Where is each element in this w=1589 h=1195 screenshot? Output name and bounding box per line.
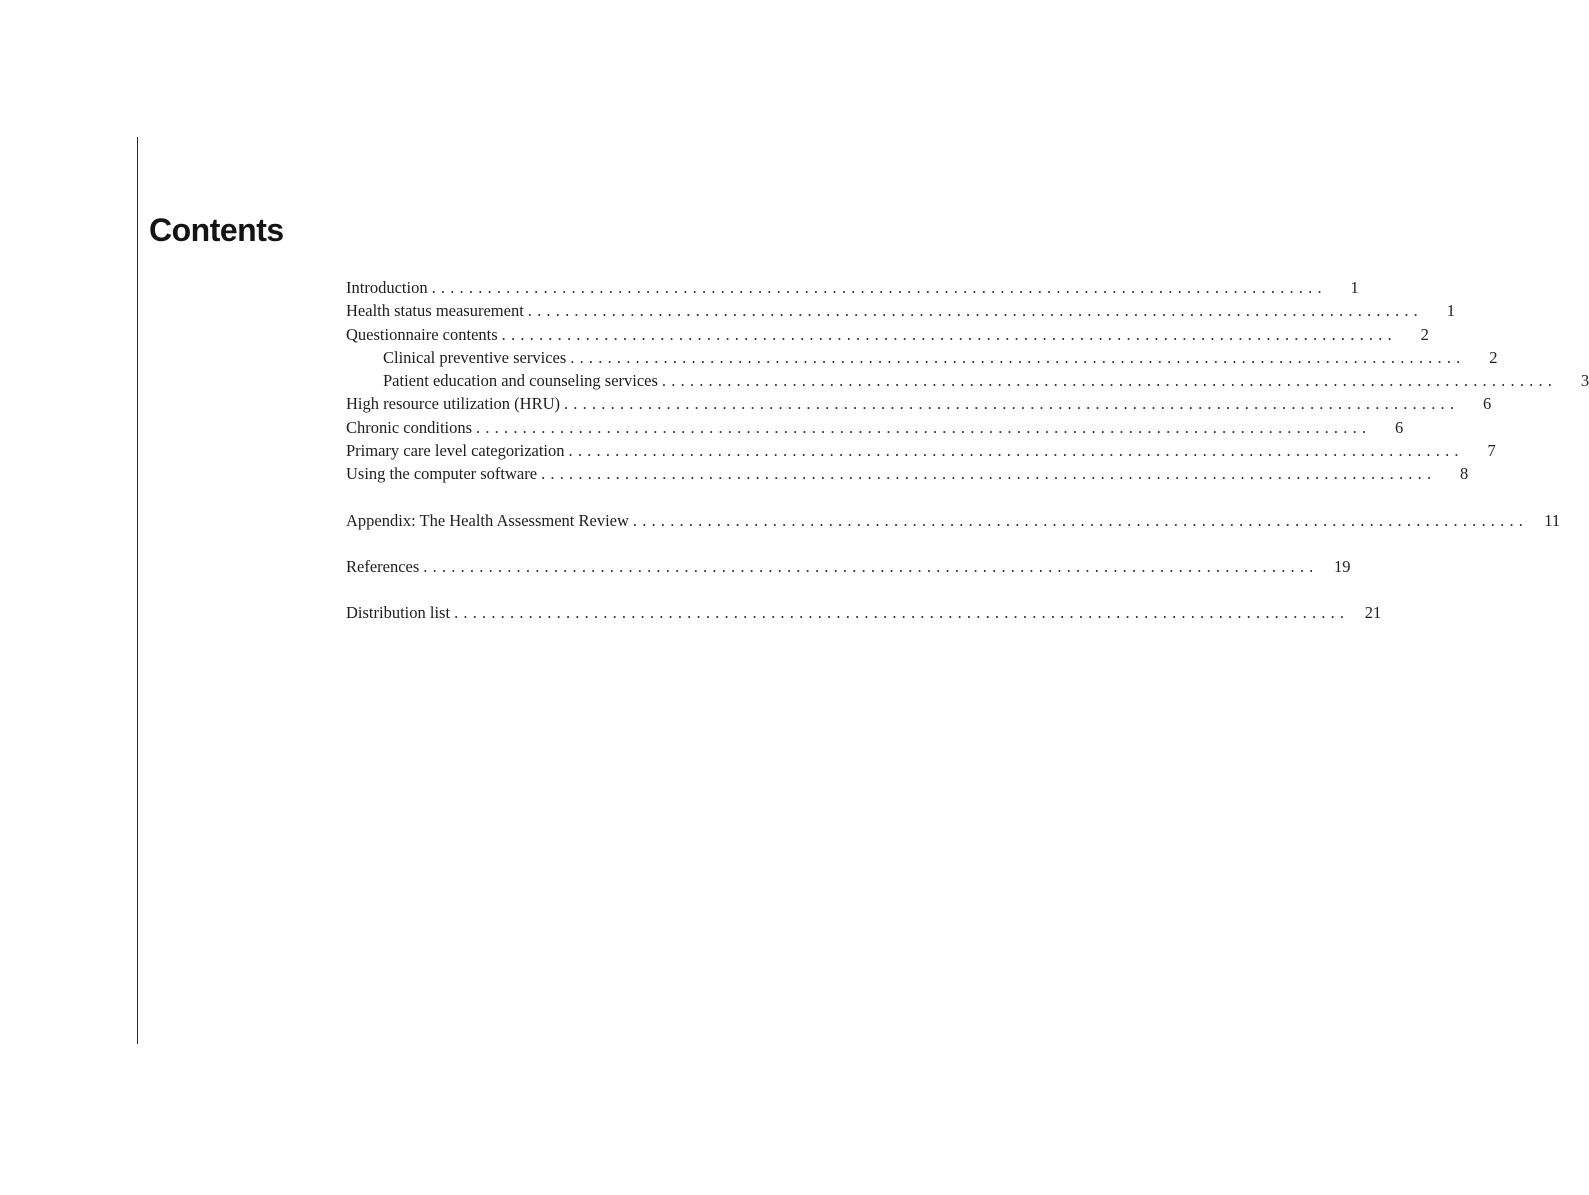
toc-page-number: 8 bbox=[1460, 464, 1469, 484]
toc-leader-dots: ................................................................................................ bbox=[563, 394, 1460, 414]
toc-entry-label: Introduction bbox=[346, 278, 428, 297]
toc-entry-chronic-conditions[interactable] bbox=[346, 416, 1404, 439]
toc-leader-dots: ................................................................................................ bbox=[476, 417, 1372, 437]
toc-group-references bbox=[346, 555, 1351, 578]
toc-entry-appendix[interactable] bbox=[346, 509, 1561, 532]
toc-leader-dots: ................................................................................................ bbox=[431, 278, 1327, 297]
toc-page-number: 11 bbox=[1544, 510, 1561, 530]
page-title: Contents bbox=[149, 212, 284, 248]
toc-entry-questionnaire-contents[interactable] bbox=[346, 323, 1429, 346]
toc-entry-label: Distribution list bbox=[346, 603, 451, 623]
toc-entry-using-computer-software[interactable] bbox=[346, 462, 1469, 485]
toc-entry-label: Using the computer software bbox=[346, 464, 538, 484]
toc-entry-label: Chronic conditions bbox=[346, 417, 473, 437]
toc-page-number: 6 bbox=[1394, 417, 1404, 437]
toc-leader-dots: ................................................................................................ bbox=[423, 556, 1319, 576]
toc-entry-introduction[interactable] bbox=[346, 276, 1359, 299]
toc-leader-dots: ................................................................................................ bbox=[541, 464, 1437, 484]
toc-leader-dots: ................................................................................................ bbox=[661, 371, 1558, 391]
toc-page-number: 1 bbox=[1446, 301, 1455, 321]
toc-group-appendix bbox=[346, 509, 1561, 532]
toc-leader-dots: ................................................................................................ bbox=[527, 301, 1423, 321]
toc-leader-dots: ................................................................................................ bbox=[632, 510, 1529, 530]
toc-group-distribution bbox=[346, 601, 1382, 624]
toc-entry-primary-care-level[interactable] bbox=[346, 439, 1496, 462]
toc-group-main bbox=[346, 276, 1589, 486]
toc-entry-label: High resource utilization (HRU) bbox=[346, 394, 560, 414]
toc-leader-dots: ................................................................................................ bbox=[454, 603, 1350, 623]
toc-entry-label: Clinical preventive services bbox=[383, 347, 567, 367]
toc-entry-label: Health status measurement bbox=[346, 301, 524, 321]
toc-page-number: 6 bbox=[1482, 394, 1492, 414]
toc-leader-dots: ................................................................................................ bbox=[570, 347, 1466, 367]
toc-entry-label: Patient education and counseling services bbox=[383, 371, 658, 391]
table-of-contents bbox=[346, 276, 1589, 625]
toc-leader-dots: ................................................................................................ bbox=[501, 324, 1397, 344]
toc-entry-patient-education[interactable] bbox=[346, 369, 1589, 392]
toc-entry-health-status-measurement[interactable] bbox=[346, 299, 1455, 322]
toc-page-number: 1 bbox=[1350, 278, 1359, 297]
toc-entry-distribution-list[interactable] bbox=[346, 601, 1382, 624]
toc-page-number: 19 bbox=[1334, 556, 1351, 576]
toc-page-number: 21 bbox=[1364, 603, 1382, 623]
toc-page-number: 3 bbox=[1580, 371, 1589, 391]
toc-entry-clinical-preventive-services[interactable] bbox=[346, 346, 1498, 369]
toc-entry-label: Questionnaire contents bbox=[346, 324, 498, 344]
margin-rule bbox=[137, 137, 138, 1044]
toc-page-number: 7 bbox=[1487, 441, 1496, 461]
toc-entry-label: Primary care level categorization bbox=[346, 441, 565, 461]
toc-page-number: 2 bbox=[1489, 347, 1498, 367]
toc-entry-label: Appendix: The Health Assessment Review bbox=[346, 510, 629, 530]
toc-entry-label: References bbox=[346, 556, 420, 576]
toc-page-number: 2 bbox=[1420, 324, 1429, 344]
toc-leader-dots: ................................................................................................ bbox=[568, 441, 1464, 461]
toc-entry-references[interactable] bbox=[346, 555, 1351, 578]
toc-entry-high-resource-utilization[interactable] bbox=[346, 392, 1492, 415]
